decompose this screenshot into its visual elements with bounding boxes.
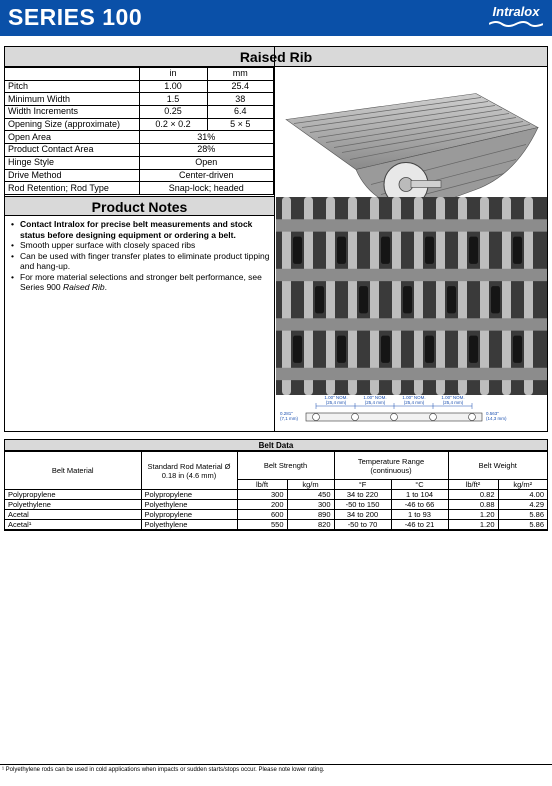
spec-value: 28% bbox=[139, 144, 274, 157]
spec-label bbox=[5, 68, 139, 81]
raised-rib-section bbox=[4, 46, 548, 432]
logo-wave-icon bbox=[489, 20, 543, 28]
cell-f: 34 to 220 bbox=[334, 490, 391, 500]
table-row bbox=[5, 490, 547, 500]
header-material: Belt Material bbox=[5, 452, 141, 490]
cell-rod: Polypropylene bbox=[141, 490, 237, 500]
spec-row bbox=[5, 118, 274, 131]
spec-row bbox=[5, 80, 274, 93]
cell-f: -50 to 150 bbox=[334, 500, 391, 510]
spec-label: Minimum Width bbox=[5, 93, 139, 106]
spec-row bbox=[5, 93, 274, 106]
cell-material: Acetal bbox=[5, 510, 141, 520]
spec-label: Rod Retention; Rod Type bbox=[5, 182, 139, 195]
dim-label-left: 0.281" (7,1 mm) bbox=[280, 411, 298, 421]
cell-kgm: 820 bbox=[287, 520, 334, 530]
spec-value-mm: 6.4 bbox=[207, 106, 274, 119]
page-header bbox=[0, 0, 552, 36]
cell-material: Acetal¹ bbox=[5, 520, 141, 530]
spec-row bbox=[5, 106, 274, 119]
table-header-row bbox=[5, 452, 547, 480]
cell-rod: Polypropylene bbox=[141, 510, 237, 520]
spec-label: Pitch bbox=[5, 80, 139, 93]
footnote: ¹ Polyethylene rods can be used in cold applications when impacts or sudden starts/stops occur. Please note lower rating. bbox=[2, 767, 325, 773]
cell-rod: Polyethylene bbox=[141, 500, 237, 510]
dim-label: 1.00" NOM. (25,4 mm) bbox=[324, 395, 348, 405]
cell-lbft2: 0.88 bbox=[448, 500, 498, 510]
cell-lbft2: 1.20 bbox=[448, 520, 498, 530]
cell-kgm: 890 bbox=[287, 510, 334, 520]
spec-row bbox=[5, 169, 274, 182]
unit-mm: mm bbox=[207, 68, 274, 81]
spec-label: Open Area bbox=[5, 131, 139, 144]
spec-value: Snap-lock; headed bbox=[139, 182, 274, 195]
belt-data-title: Belt Data bbox=[5, 440, 547, 451]
note-item: • Can be used with finger transfer plates to eliminate product tipping and hang-up. bbox=[11, 251, 271, 272]
product-notes-title: Product Notes bbox=[5, 196, 274, 216]
product-notes-list bbox=[11, 219, 271, 293]
unit-in: in bbox=[139, 68, 207, 81]
spec-units-row bbox=[5, 68, 274, 81]
cell-lbft2: 0.82 bbox=[448, 490, 498, 500]
spec-label: Product Contact Area bbox=[5, 144, 139, 157]
cell-f: 34 to 200 bbox=[334, 510, 391, 520]
cell-c: -46 to 21 bbox=[391, 520, 448, 530]
raised-rib-title: Raised Rib bbox=[5, 47, 547, 67]
header-strength: Belt Strength bbox=[237, 452, 334, 480]
cell-c: -46 to 66 bbox=[391, 500, 448, 510]
sub-header: °F bbox=[334, 480, 391, 490]
cell-kgm: 450 bbox=[287, 490, 334, 500]
spec-label: Opening Size (approximate) bbox=[5, 118, 139, 131]
dimension-drawing bbox=[276, 395, 547, 431]
cell-lbft: 600 bbox=[237, 510, 287, 520]
spec-value-mm: 5 × 5 bbox=[207, 118, 274, 131]
spec-value-in: 0.2 × 0.2 bbox=[139, 118, 207, 131]
note-item: • Smooth upper surface with closely spaced ribs bbox=[11, 240, 271, 251]
spec-value-mm: 38 bbox=[207, 93, 274, 106]
table-row bbox=[5, 500, 547, 510]
cell-c: 1 to 93 bbox=[391, 510, 448, 520]
dim-label-right: 0.563" (14,3 mm) bbox=[486, 411, 507, 421]
cell-kgm2: 4.00 bbox=[498, 490, 547, 500]
spec-value-in: 1.00 bbox=[139, 80, 207, 93]
sub-header: kg/m² bbox=[498, 480, 547, 490]
footnote-divider bbox=[0, 764, 552, 765]
cell-material: Polyethylene bbox=[5, 500, 141, 510]
note-item: • For more material selections and stronger belt performance, see Series 900 Raised Rib. bbox=[11, 272, 271, 293]
cell-lbft2: 1.20 bbox=[448, 510, 498, 520]
cell-kgm: 300 bbox=[287, 500, 334, 510]
sub-header: lb/ft bbox=[237, 480, 287, 490]
cell-material: Polypropylene bbox=[5, 490, 141, 500]
header-weight: Belt Weight bbox=[448, 452, 547, 480]
cell-lbft: 300 bbox=[237, 490, 287, 500]
table-row bbox=[5, 510, 547, 520]
spec-label: Width Increments bbox=[5, 106, 139, 119]
cell-lbft: 200 bbox=[237, 500, 287, 510]
cell-rod: Polyethylene bbox=[141, 520, 237, 530]
sub-header: °C bbox=[391, 480, 448, 490]
spec-label: Hinge Style bbox=[5, 156, 139, 169]
note-item: • Contact Intralox for precise belt measurements and stock status before designing equipment or ordering a belt. bbox=[11, 219, 271, 240]
spec-row bbox=[5, 144, 274, 157]
cell-c: 1 to 104 bbox=[391, 490, 448, 500]
header-temp: Temperature Range (continuous) bbox=[334, 452, 448, 480]
belt-data-section bbox=[4, 439, 548, 531]
header-rod: Standard Rod Material Ø 0.18 in (4.6 mm) bbox=[141, 452, 237, 490]
spec-row bbox=[5, 182, 274, 195]
series-title: SERIES 100 bbox=[8, 4, 143, 30]
table-row bbox=[5, 520, 547, 530]
spec-label: Drive Method bbox=[5, 169, 139, 182]
spec-value: 31% bbox=[139, 131, 274, 144]
spec-row bbox=[5, 131, 274, 144]
cell-kgm2: 5.86 bbox=[498, 510, 547, 520]
spec-value: Open bbox=[139, 156, 274, 169]
spec-table bbox=[5, 67, 274, 195]
brand-logo bbox=[486, 4, 546, 32]
dim-label: 1.00" NOM. (25,4 mm) bbox=[441, 395, 465, 405]
spec-value-in: 1.5 bbox=[139, 93, 207, 106]
spec-value-mm: 25.4 bbox=[207, 80, 274, 93]
sub-header: lb/ft² bbox=[448, 480, 498, 490]
cell-kgm2: 5.86 bbox=[498, 520, 547, 530]
spec-row bbox=[5, 156, 274, 169]
sub-header: kg/m bbox=[287, 480, 334, 490]
cell-lbft: 550 bbox=[237, 520, 287, 530]
dim-label: 1.00" NOM. (25,4 mm) bbox=[402, 395, 426, 405]
dim-label: 1.00" NOM. (25,4 mm) bbox=[363, 395, 387, 405]
spec-value: Center-driven bbox=[139, 169, 274, 182]
belt-surface-photo bbox=[276, 197, 547, 395]
cell-kgm2: 4.29 bbox=[498, 500, 547, 510]
spec-value-in: 0.25 bbox=[139, 106, 207, 119]
logo-text: Intralox bbox=[492, 4, 540, 19]
cell-f: -50 to 70 bbox=[334, 520, 391, 530]
belt-data-table bbox=[5, 451, 547, 530]
